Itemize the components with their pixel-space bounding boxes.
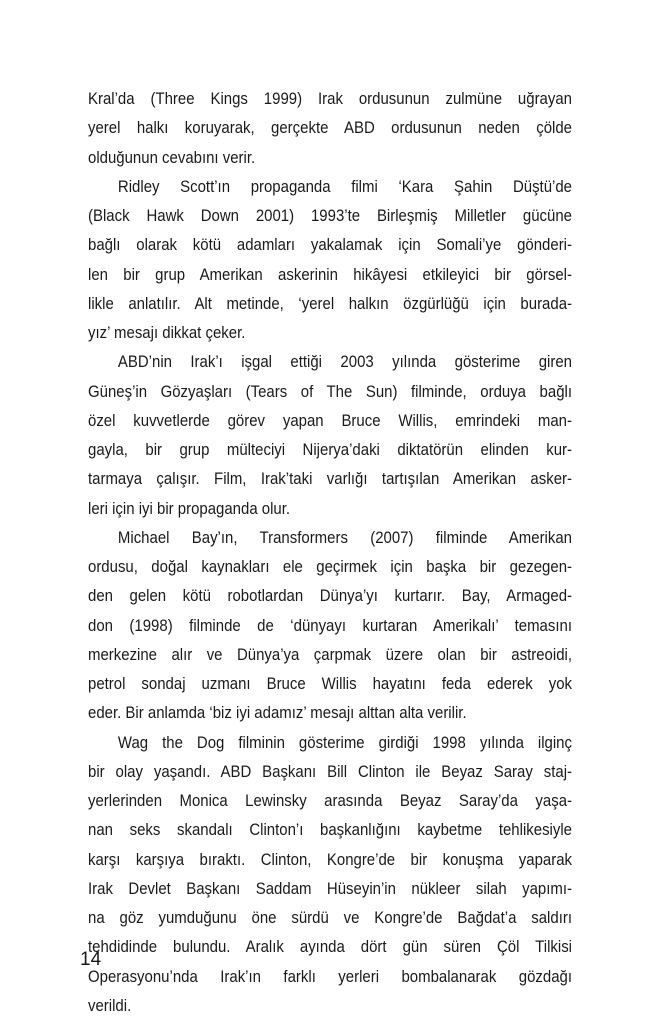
text-line: likle anlatılır. Alt metinde, ‘yerel halkın özgürlüğü için burada- <box>88 293 572 313</box>
text-line: ordusu, doğal kaynakları ele geçirmek için başka bir gezegen- <box>88 557 572 576</box>
text-line: Michael Bay’ın, Transformers (2007) filminde Amerikan <box>117 527 573 547</box>
body-text <box>88 84 572 1020</box>
paragraph <box>88 84 572 172</box>
text-line: don (1998) filminde de ‘dünyayı kurtaran Amerikalı’ temasını <box>88 615 572 635</box>
text-line: Güneş’in Gözyaşları (Tears of The Sun) filminde, orduya bağlı <box>88 381 572 401</box>
text-line: Kral’da (Three Kings 1999) Irak ordusunun zulmüne uğrayan <box>88 89 572 108</box>
text-line: eder. Bir anlamda ‘biz iyi adamız’ mesajı alttan alta verilir. <box>88 703 467 723</box>
text-line: tarmaya çalışır. Film, Irak’taki varlığı tartışılan Amerikan asker- <box>88 469 572 489</box>
text-line: yerlerinden Monica Lewinsky arasında Beyaz Saray’da yaşa- <box>88 791 572 810</box>
paragraph <box>88 347 572 523</box>
text-line: Ridley Scott’ın propaganda filmi ‘Kara Şahin Düştü’de <box>117 176 573 196</box>
text-line: bağlı olarak kötü adamları yakalamak için Somali’ye gönderi- <box>88 235 572 255</box>
text-line: gayla, bir grup mülteciyi Nijerya’daki diktatörün elinden kur- <box>88 440 572 459</box>
text-line: petrol sondaj uzmanı Bruce Willis hayatını feda ederek yok <box>88 674 572 693</box>
text-line: (Black Hawk Down 2001) 1993’te Birleşmiş Milletler gücüne <box>88 206 572 225</box>
text-line: karşı karşıya bıraktı. Clinton, Kongre’de bir konuşma yaparak <box>88 849 572 869</box>
text-line: olduğunun cevabını verir. <box>88 147 256 167</box>
text-line: yerel halkı koruyarak, gerçekte ABD ordusunun neden çölde <box>88 118 572 138</box>
text-line: özel kuvvetlerde görev yapan Bruce Willis, emrindeki man- <box>88 410 572 430</box>
text-line: nan seks skandalı Clinton’ı başkanlığını kaybetme tehlikesiyle <box>88 820 572 840</box>
text-line: verildi. <box>88 995 132 1015</box>
text-line: yız’ mesajı dikkat çeker. <box>88 323 246 342</box>
text-line: na göz yumduğunu öne sürdü ve Kongre’de Bağdat’a saldırı <box>88 908 572 927</box>
text-line: leri için iyi bir propaganda olur. <box>88 498 291 518</box>
paragraph <box>88 172 572 348</box>
text-line: tehdidinde bulundu. Aralık ayında dört gün süren Çöl Tilkisi <box>88 937 572 957</box>
text-line: den gelen kötü robotlardan Dünya’yı kurtarır. Bay, Armaged- <box>88 586 572 606</box>
text-line: Irak Devlet Başkanı Saddam Hüseyin’in nükleer silah yapımı- <box>88 878 572 898</box>
text-line: len bir grup Amerikan askerinin hikâyesi etkileyici bir görsel- <box>88 264 572 284</box>
text-line: Wag the Dog filminin gösterime girdiği 1998 yılında ilginç <box>117 732 573 752</box>
paragraph <box>88 728 572 1021</box>
text-line: bir olay yaşandı. ABD Başkanı Bill Clinton ile Beyaz Saray staj- <box>88 761 572 781</box>
text-line: merkezine alır ve Dünya’ya çarpmak üzere olan bir astreoidi, <box>88 644 572 664</box>
text-line: ABD’nin Irak’ı işgal ettiği 2003 yılında gösterime giren <box>117 352 573 372</box>
text-line: Operasyonu’nda Irak’ın farklı yerleri bombalanarak gözdağı <box>88 966 572 986</box>
page-number: 14 <box>80 949 102 970</box>
paragraph <box>88 523 572 728</box>
